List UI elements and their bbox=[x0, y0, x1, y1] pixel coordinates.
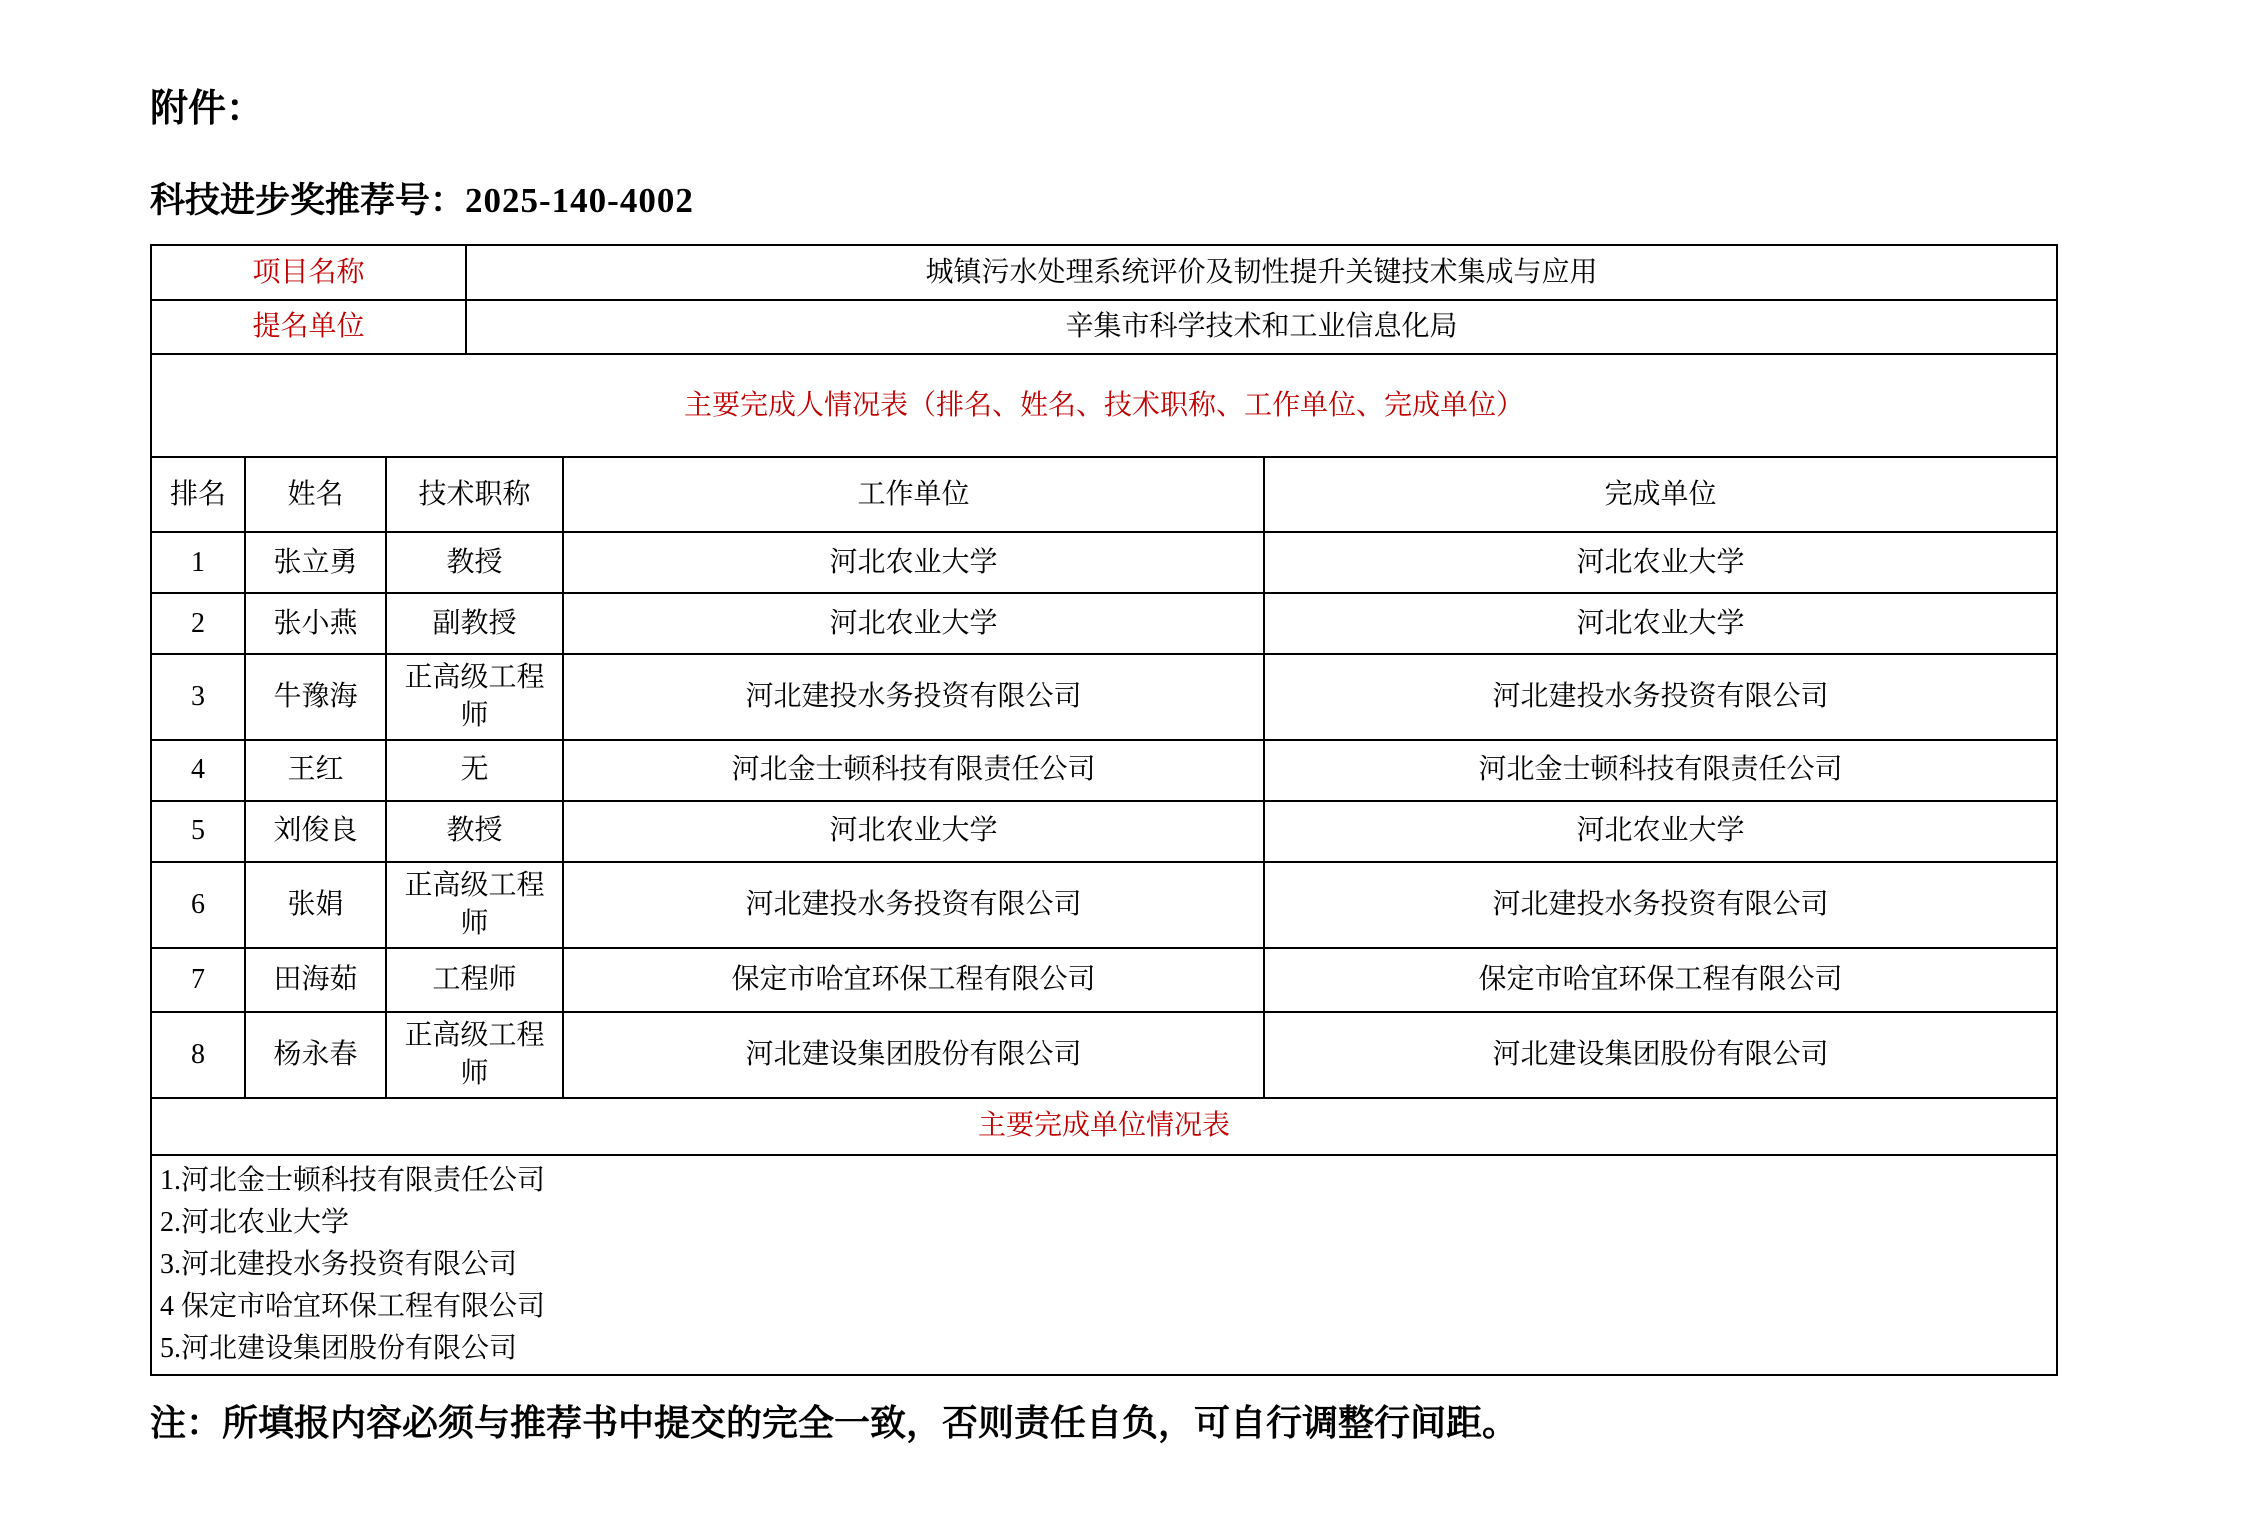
cell-work-unit: 河北建设集团股份有限公司 bbox=[563, 1012, 1264, 1098]
cell-title: 正高级工程师 bbox=[386, 1012, 563, 1098]
document-content bbox=[150, 88, 2060, 1445]
cell-rank: 3 bbox=[151, 654, 245, 740]
unit-item: 3.河北建投水务投资有限公司 bbox=[160, 1248, 518, 1280]
cell-work-unit: 河北农业大学 bbox=[563, 801, 1264, 862]
cell-work-unit: 保定市哈宜环保工程有限公司 bbox=[563, 948, 1264, 1012]
cell-completion-unit: 河北建投水务投资有限公司 bbox=[1264, 654, 2057, 740]
nominating-unit-value: 辛集市科学技术和工业信息化局 bbox=[466, 300, 2057, 354]
cell-rank: 6 bbox=[151, 862, 245, 948]
table-row bbox=[151, 654, 2057, 740]
completers-section-title: 主要完成人情况表（排名、姓名、技术职称、工作单位、完成单位） bbox=[151, 354, 2057, 457]
table-row bbox=[151, 740, 2057, 801]
cell-completion-unit: 河北农业大学 bbox=[1264, 532, 2057, 593]
cell-work-unit: 河北金士顿科技有限责任公司 bbox=[563, 740, 1264, 801]
nominating-unit-label: 提名单位 bbox=[151, 300, 466, 354]
unit-item: 5.河北建设集团股份有限公司 bbox=[160, 1332, 518, 1364]
cell-name: 杨永春 bbox=[245, 1012, 386, 1098]
cell-title: 副教授 bbox=[386, 593, 563, 654]
cell-rank: 8 bbox=[151, 1012, 245, 1098]
cell-rank: 7 bbox=[151, 948, 245, 1012]
cell-completion-unit: 河北农业大学 bbox=[1264, 801, 2057, 862]
units-section-title-row bbox=[151, 1098, 2057, 1155]
completers-header-row bbox=[151, 457, 2057, 532]
cell-work-unit: 河北建投水务投资有限公司 bbox=[563, 862, 1264, 948]
attachment-title: 附件： bbox=[150, 88, 265, 130]
cell-completion-unit: 保定市哈宜环保工程有限公司 bbox=[1264, 948, 2057, 1012]
units-list bbox=[151, 1155, 2057, 1375]
cell-name: 王红 bbox=[245, 740, 386, 801]
cell-completion-unit: 河北建投水务投资有限公司 bbox=[1264, 862, 2057, 948]
table-row bbox=[151, 532, 2057, 593]
cell-work-unit: 河北农业大学 bbox=[563, 593, 1264, 654]
cell-name: 张小燕 bbox=[245, 593, 386, 654]
unit-item: 1.河北金士顿科技有限责任公司 bbox=[160, 1164, 546, 1196]
cell-name: 张娟 bbox=[245, 862, 386, 948]
cell-rank: 2 bbox=[151, 593, 245, 654]
cell-work-unit: 河北建投水务投资有限公司 bbox=[563, 654, 1264, 740]
project-name-value: 城镇污水处理系统评价及韧性提升关键技术集成与应用 bbox=[466, 245, 2057, 300]
cell-title: 教授 bbox=[386, 801, 563, 862]
cell-name: 田海茹 bbox=[245, 948, 386, 1012]
project-info-table bbox=[150, 244, 2058, 458]
cell-completion-unit: 河北金士顿科技有限责任公司 bbox=[1264, 740, 2057, 801]
cell-title: 教授 bbox=[386, 532, 563, 593]
recommendation-label: 科技进步奖推荐号： bbox=[150, 180, 466, 220]
unit-item: 2.河北农业大学 bbox=[160, 1206, 350, 1238]
table-row bbox=[151, 593, 2057, 654]
cell-title: 无 bbox=[386, 740, 563, 801]
cell-title: 工程师 bbox=[386, 948, 563, 1012]
project-name-label: 项目名称 bbox=[151, 245, 466, 300]
cell-title: 正高级工程师 bbox=[386, 654, 563, 740]
cell-name: 刘俊良 bbox=[245, 801, 386, 862]
recommendation-number-line bbox=[150, 182, 2060, 221]
table-row bbox=[151, 1012, 2057, 1098]
completers-table bbox=[150, 456, 2058, 1376]
col-header-completion-unit: 完成单位 bbox=[1264, 457, 2057, 532]
cell-title: 正高级工程师 bbox=[386, 862, 563, 948]
col-header-name: 姓名 bbox=[245, 457, 386, 532]
project-name-row bbox=[151, 245, 2057, 300]
nominating-unit-row bbox=[151, 300, 2057, 354]
cell-rank: 4 bbox=[151, 740, 245, 801]
units-section-title: 主要完成单位情况表 bbox=[151, 1098, 2057, 1155]
col-header-rank: 排名 bbox=[151, 457, 245, 532]
cell-name: 张立勇 bbox=[245, 532, 386, 593]
footer-note: 注：所填报内容必须与推荐书中提交的完全一致，否则责任自负，可自行调整行间距。 bbox=[150, 1402, 1519, 1443]
unit-item: 4 保定市哈宜环保工程有限公司 bbox=[160, 1290, 546, 1322]
col-header-work-unit: 工作单位 bbox=[563, 457, 1264, 532]
col-header-title: 技术职称 bbox=[386, 457, 563, 532]
cell-completion-unit: 河北农业大学 bbox=[1264, 593, 2057, 654]
cell-work-unit: 河北农业大学 bbox=[563, 532, 1264, 593]
completers-section-title-row bbox=[151, 354, 2057, 457]
recommendation-number: 2025-140-4002 bbox=[465, 180, 694, 220]
cell-name: 牛豫海 bbox=[245, 654, 386, 740]
cell-rank: 1 bbox=[151, 532, 245, 593]
table-row bbox=[151, 801, 2057, 862]
table-row bbox=[151, 948, 2057, 1012]
cell-completion-unit: 河北建设集团股份有限公司 bbox=[1264, 1012, 2057, 1098]
cell-rank: 5 bbox=[151, 801, 245, 862]
table-row bbox=[151, 862, 2057, 948]
units-list-row bbox=[151, 1155, 2057, 1375]
